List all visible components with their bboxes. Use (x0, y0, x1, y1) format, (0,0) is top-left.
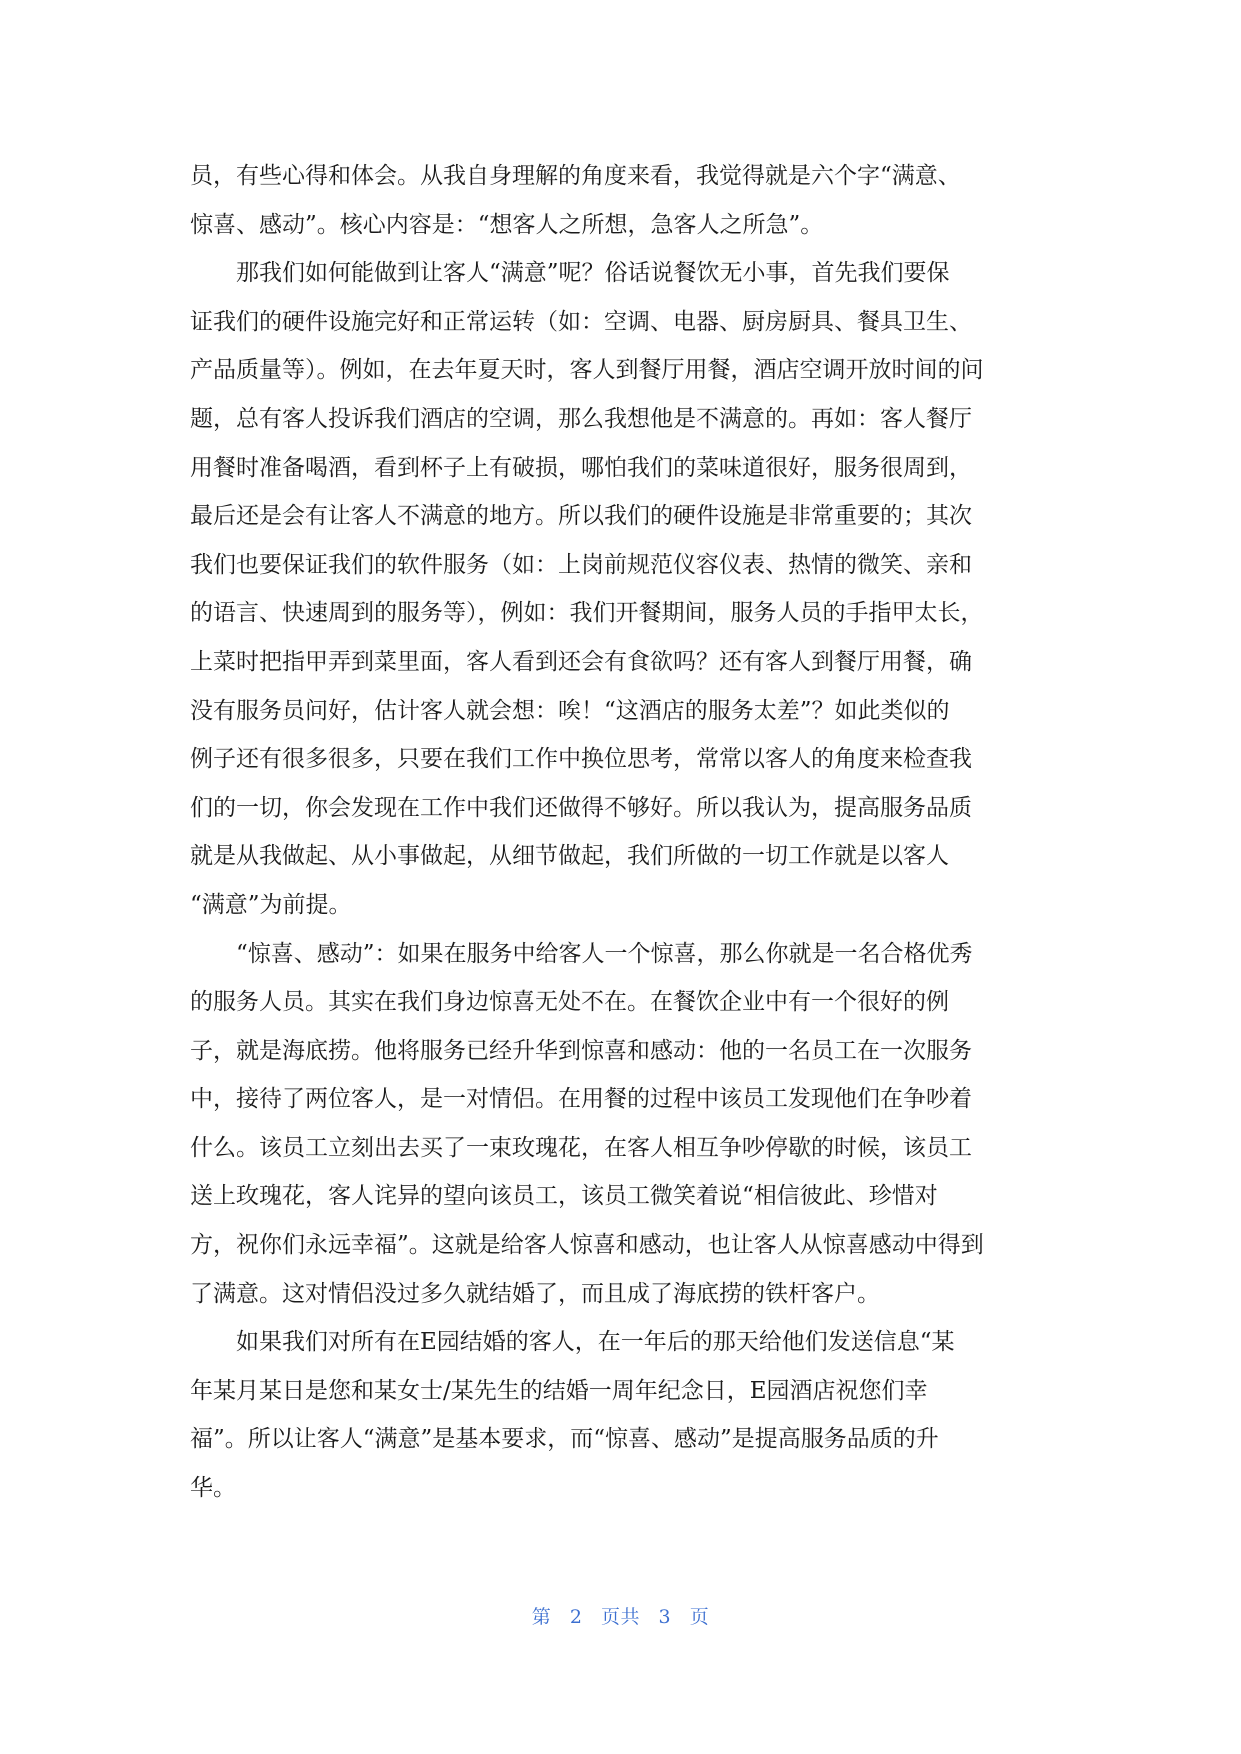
text-line: 我们也要保证我们的软件服务（如：上岗前规范仪容仪表、热情的微笑、亲和 (190, 551, 972, 578)
text-line: 用餐时准备喝酒，看到杯子上有破损，哪怕我们的菜味道很好，服务很周到， (190, 454, 972, 481)
text-line: 什么。该员工立刻出去买了一束玫瑰花，在客人相互争吵停歇的时候，该员工 (190, 1134, 972, 1161)
text-line: 方，祝你们永远幸福”。这就是给客人惊喜和感动，也让客人从惊喜感动中得到 (190, 1232, 984, 1259)
footer-middle: 页共 (600, 1606, 640, 1628)
footer-prefix: 第 (531, 1606, 552, 1628)
paragraph (190, 930, 1060, 1319)
text-line: 产品质量等）。例如，在去年夏天时，客人到餐厅用餐，酒店空调开放时间的问 (190, 357, 984, 384)
text-line: 福”。所以让客人“满意”是基本要求，而“惊喜、感动”是提高服务品质的升 (190, 1426, 939, 1453)
paragraph (190, 1318, 1060, 1512)
text-line: 那我们如何能做到让客人“满意”呢？俗话说餐饮无小事，首先我们要保 (236, 260, 950, 287)
text-line: 证我们的硬件设施完好和正常运转（如：空调、电器、厨房厨具、餐具卫生、 (190, 308, 972, 335)
text-line: 们的一切，你会发现在工作中我们还做得不够好。所以我认为，提高服务品质 (190, 794, 972, 821)
text-line: 员，有些心得和体会。从我自身理解的角度来看，我觉得就是六个字“满意、 (190, 163, 961, 189)
text-line: 年某月某日是您和某女士/某先生的结婚一周年纪念日，E园酒店祝您们幸 (190, 1377, 928, 1404)
text-line: 了满意。这对情侣没过多久就结婚了，而且成了海底捞的铁杆客户。 (190, 1280, 880, 1307)
paragraph (190, 249, 1060, 929)
text-line: 题，总有客人投诉我们酒店的空调，那么我想他是不满意的。再如：客人餐厅 (190, 405, 972, 432)
text-line: 的服务人员。其实在我们身边惊喜无处不在。在餐饮企业中有一个很好的例 (190, 989, 949, 1016)
text-line: 例子还有很多很多，只要在我们工作中换位思考，常常以客人的角度来检查我 (190, 746, 972, 773)
footer-suffix: 页 (689, 1606, 710, 1628)
body-text (190, 152, 1060, 1513)
text-line: 子，就是海底捞。他将服务已经升华到惊喜和感动：他的一名员工在一次服务 (190, 1037, 972, 1064)
footer-total-pages: 3 (658, 1606, 672, 1628)
text-line: 就是从我做起、从小事做起，从细节做起，我们所做的一切工作就是以客人 (190, 843, 949, 870)
text-line: 惊喜、感动”。核心内容是：“想客人之所想，急客人之所急”。 (190, 211, 824, 238)
text-line: 中，接待了两位客人，是一对情侣。在用餐的过程中该员工发现他们在争吵着 (190, 1086, 972, 1113)
text-line: 如果我们对所有在E园结婚的客人，在一年后的那天给他们发送信息“某 (236, 1329, 955, 1356)
text-line: 最后还是会有让客人不满意的地方。所以我们的硬件设施是非常重要的；其次 (190, 503, 972, 530)
text-line: 华。 (190, 1475, 236, 1502)
text-line: “惊喜、感动”：如果在服务中给客人一个惊喜，那么你就是一名合格优秀 (236, 940, 973, 967)
footer-current-page: 2 (569, 1606, 583, 1628)
text-line: 送上玫瑰花，客人诧异的望向该员工，该员工微笑着说“相信彼此、珍惜对 (190, 1183, 938, 1210)
text-line: “满意”为前提。 (190, 891, 352, 918)
page-footer (0, 1602, 1241, 1629)
text-line: 没有服务员问好，估计客人就会想：唉！“这酒店的服务太差”？如此类似的 (190, 697, 950, 724)
text-line: 的语言、快速周到的服务等），例如：我们开餐期间，服务人员的手指甲太长， (190, 600, 984, 627)
paragraph (190, 152, 1060, 249)
text-line: 上菜时把指甲弄到菜里面，客人看到还会有食欲吗？还有客人到餐厅用餐，确 (190, 648, 972, 675)
